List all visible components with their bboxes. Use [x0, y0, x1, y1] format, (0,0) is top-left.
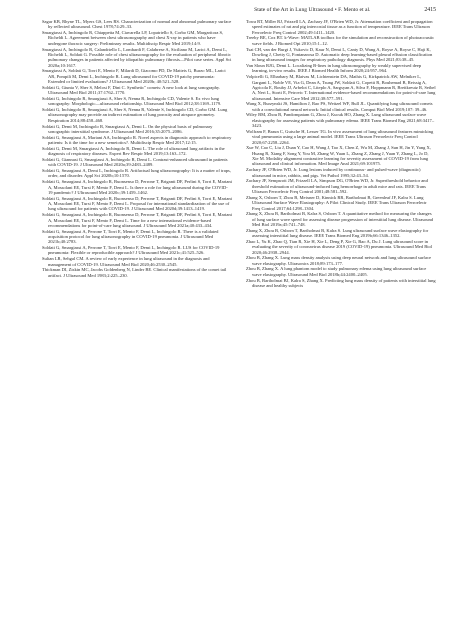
reference-columns [42, 19, 436, 289]
running-header [42, 6, 436, 17]
reference-entry: Wiley BM, Zhou B, Pandompatam G, Zhou J, Kucuk HO, Zhang X. Lung ultrasound surface wave elastography for assessing patients with pulmonary edema. IEEE Trans Biomed Eng 2021;68:3417–3423. [246, 112, 435, 129]
reference-entry: Smargiassi A, Inchingolo R, Chiappetta M, Ciavarella LP, Lopatriello S, Corbo GM, Margaritora S, Richeldi L. Agreement between chest ultrasonography and chest X-ray in patients who have undergone thoracic surgery: Preliminary results. Multidiscip Respir Med 2019;14:9. [42, 30, 224, 46]
reference-entry: Soldati G, Inchingolo R, Smargiassi A, Sher S, Nenna R, Valente S, Inchingolo CD, Corbo GM. Lung ultrasonography may provide an indirect estimation of lung porosity and airspace geometry. Respiration 2014;88:458–468. [42, 107, 228, 123]
reference-entry: Volpicelli G, Elbarbary M, Blaivas M, Lichtenstein DA, Mathis G, Kirkpatrick AW, Melniker L, Gargani L, Noble VE, Via G, Dean A, Tsung JW, Soldati G, Copetti R, Bouhemad B, Reissig A, Agricola E, Rouby JJ, Arbelot C, Liteplo A, Sargsyan A, Silva F, Hoppmann R, Breitkreutz R, Seibel A, Neri L, Storti E, Petrovic T. International evidence-based recommendations for point-of-care lung ultrasound. Intensive Care Med 2012;38:577–591. [246, 74, 436, 101]
reference-entry: Soldati G, Smargiassi A, Perrone T, Torri E, Mento F, Demi L, Inchingolo R. There is a validated acquisition protocol for lung ultrasonography in COVID-19 pneumonia. J Ultrasound Med 2021b;40:2783. [42, 228, 219, 245]
reference-entry: Xue W, Cao C, Liu J, Duan Y, Cao H, Wang J, Tao X, Chen Z, Wu M, Zhang J, Sun H, Jin Y, Yang X, Huang R, Xiang F, Song Y, You M, Zhang W, Yuan L, Zhang Z, Zhang J, Yuan Y, Zhang L, Jo D, Xie M. Modality alignment contrastive learning for severity assessment of COVID-19 from lung ultrasound and clinical information. Med Image Anal 2021;69:101975. [246, 145, 431, 167]
reference-entry: Soldati G, Smargiassi A, Inchingolo R, Buonsenso D, Perrone T, Briganti DF, Perlini S, Torri E, Mariani A, Mossolani EE, Tursi F, Mento F, Demi L. Proposal for international standardization of the use of lung ultrasound for patients with COVID-19. J Ultrasound Med 2020d;39:1413–1419. [42, 195, 232, 212]
reference-entry: Wang X, Burzynski JS, Hamilton J, Rao PS, Weitzel WF, Bull JL. Quantifying lung ultrasound comets with a convolutional neural network: Initial clinical results. Comput Biol Med 2019;107: 39–46. [246, 101, 433, 112]
reference-entry: Soldati G, Smargiassi A, Perrone T, Torri E, Mento F, Demi L, Inchingolo R. LUS for COVID-19 pneumonia: Flexible or reproducible approach? J Ultrasound Med 2021c;41:525–526. [42, 245, 220, 256]
reference-entry: Smargiassi A, Soldati G, Torri E, Mento F, Milardi D, Giacomo PD, De Matteis G, Burzo ML, Larici AR, Pompili M, Demi L, Inchingolo R. Lung ultrasound for COVID-19 patchy pneumonia: Extended or limited evaluations? J Ultrasound Med 2020b; 40:521–528. [42, 68, 226, 85]
reference-entry: Soldati G, Giannasi G, Smargiassi A, Inchingolo R, Demi L. Contrast-enhanced ultrasound in patients with COVID-19. J Ultrasound Med 2020a;39:2483–2489. [42, 156, 228, 168]
reference-entry: Soldati G, Smargiassi A, Mariani AA, Inchingolo R. Novel aspects in diagnostic approach to respiratory patients: Is it the time for a new semeiotics?. Multidiscip Respir Med 2017;12:15. [42, 134, 232, 146]
reference-entry: Soldati G, Inchingolo R, Smargiassi A, Sher S, Nenna R, Inchingolo CD, Valente S. Ex vivo lung sonography: Morphologic—ultrasound relationship. Ultrasound Med Biol 2012;38:1169–1179. [42, 96, 222, 107]
reference-entry: Tsai CH, van der Burgt J, Vukovic D, Kaur N, Demi L, Canty D, Wang A, Royse A, Royse C, Haji K, Dowling J, Chetty G, Fontanarosa D. Automatic deep learning-based pleural effusion classification in lung ultrasound images for respiratory pathology diagnosis. Phys Med 2021;83:38–45. [246, 46, 433, 63]
reference-entry: Wolfram F, Braun C, Gutsche H, Lesser TG. In vivo assessment of lung ultrasound features mimicking viral pneumonia using a large animal model. IEEE Trans Ultrason Ferroelectr Freq Control 2020;67:2258–2264. [246, 128, 434, 145]
reference-entry: Sagar KB, Rhyne TL, Myers GS, Lees RS. Characterization of normal and abnormal pulmonary surface by reflected ultrasound. Chest 1978;74:29–33. [42, 19, 232, 30]
reference-column-left [42, 19, 232, 289]
reference-entry: Zhou B, Zhang X. Lung mass density analysis using deep neural network and lung ultrasound surface wave elastography. Ultrasonics 2018;89:173–177. [246, 255, 431, 266]
reference-entry: Soldati G, Smargiassi A, Inchingolo R, Buonsenso D, Perrone T, Briganti DF, Perlini S, Torri E, Mariani A, Mossolani EE, Tursi F, Mento F, Demi L. Is there a role for lung ultrasound during the COVID-19 pandemic? J Ultrasound Med 2020c;39:1459–1462. [42, 179, 232, 195]
reference-entry: Treeby BE, Cox BT. k-Wave: MATLAB toolbox for the simulation and reconstruction of photoacoustic wave fields. J Biomed Opt 2010;15:1–12. [246, 35, 435, 46]
reference-entry: Soldati G, Demi M, Inchingolo R, Smargiassi A, Demi L. On the physical basis of pulmonary sonographic interstitial syndrome. J Ultrasound Med 2016;35:2075–2086. [42, 123, 213, 134]
reference-entry: Zhang X, Zhou B, Osborn T, Bartholmai B, Kalra S. Lung ultrasound surface wave elastography for assessing interstitial lung disease. IEEE Trans Biomed Eng 2019b;66:1346–1352. [246, 227, 429, 239]
reference-entry: Sultan LR, Sehgal CM. A review of early experience in lung ultrasound in the diagnosis and management of COVID-19. Ultrasound Med Biol 2020;46:2530–2545. [42, 256, 210, 267]
reference-entry: Zhang X, Osborn T, Zhou B, Meixner D, Kinnick RR, Bartholmai B, Greenleaf JF, Kalra S. Lung Ultrasound Surface Wave Elastography: A Pilot Clinical Study. IEEE Trans Ultrason Ferroelectr Freq Control 2017;64:1298–1304. [246, 194, 427, 211]
reference-entry: Smargiassi A, Inchingolo R, Calandriello L, Lombardi F, Calabrese A, Siciliano M, Larici A, Demi L, Richeldi L, Soldati G. Possible role of chest ultrasonography for the evaluation of peripheral fibrotic pulmonary changes in patients affected by idiopathic pulmonary fibrosis—Pilot case series. Appl Sci 2020a;10:1617. [42, 46, 232, 68]
reference-entry: Soldati G, Smargiassi A, Demi L, Inchingolo R. Artifactual lung ultrasonography: It is a matter of traps, order, and disorder. Appl Sci 2020b;10:1570. [42, 168, 231, 179]
reference-entry: Soldati G, Demi M, Smargiassi A, Inchingolo R, Demi L. The role of ultrasound lung artifacts in the diagnosis of respiratory diseases. Expert Rev Respir Med 2019;13:163–172. [42, 145, 225, 157]
reference-entry: Van Sloun RJG, Demi L. Localizing B-lines in lung ultrasonography by weakly supervised deep learning, in-vivo results. IEEE J Biomed Health Inform 2020;24:957–964. [246, 63, 422, 74]
reference-entry: Zhou B, Zhang X. A lung phantom model to study pulmonary edema using lung ultrasound surface wave elastography. Ultrasound Med Biol 2018b;44:2400–2405. [246, 266, 427, 277]
reference-entry: Thickman DI, Ziskin MC, Jacobs Goldenberg N, Linder BE. Clinical manifestations of the comet tail artifact. J Ultrasound Med 1983;2:225–230. [42, 267, 227, 278]
reference-entry: Towa RT, Miller RJ, Frizzell LA, Zachary JF, O'Brien WD, Jr. Attenuation coefficient and propagation speed estimates of rat and pig intercostal tissue as a function of temperature. IEEE Trans Ultrason Ferroelectr Freq Control 2002;49:1411–1420. [246, 19, 433, 35]
reference-entry: Zhao L, Yu K, Zhao Q, Tian R, Xie H, Xie L, Deng P, Xie G, Bao A, Du J. Lung ultrasound score in evaluating the severity of coronavirus disease 2019 (COVID-19) pneumonia. Ultrasound Med Biol 2020;46:2938–2944. [246, 238, 433, 255]
page-number: 2415 [424, 7, 436, 13]
reference-entry: Soldati G, Smargiassi A, Inchingolo R, Buonsenso D, Perrone T, Briganti DF, Perlini S, Torri E, Mariani A, Mossolani EE, Tursi F, Mento F, Demi L. Time for a new international evidence-based recommendations for point-of-care lung ultrasound. J Ultrasound Med 2021a;40:433–434. [42, 212, 232, 228]
reference-entry: Zachary JF, O'Brien WD, Jr. Lung lesions induced by continuous- and pulsed-wave (diagnostic) ultrasound in mice, rabbits, and pigs. Vet Pathol 1995;32:43–54. [246, 167, 421, 178]
reference-entry: Soldati G, Giunta V, Sher S, Melosi F, Dini C. Synthetic" comets: A new look at lung sonography. Ultrasound Med Biol 2011;37:1762–1770. [42, 84, 220, 96]
reference-entry: Zhang X, Zhou B, Bartholmai B, Kalra S, Osborn T. A quantitative method for measuring the changes of lung surface wave speed for assessing disease progression of interstitial lung disease. Ultrasound Med Biol 2019a;45:741–748. [246, 211, 434, 227]
running-title: State of the Art in Lung Ultrasound • F. Mento et al. [254, 7, 371, 13]
reference-entry: Zhou B, Bartholmai BJ, Kalra S, Zhang X. Predicting lung mass density of patients with interstitial lung disease and healthy subjects [246, 277, 436, 288]
reference-column-right [246, 19, 436, 289]
reference-entry: Zachary JF, Sempsrott JM, Frizzell LA, Simpson DG, O'Brien WD, Jr. Superthreshold behavior and threshold estimation of ultrasound-induced lung hemorrhage in adult mice and rats. IEEE Trans Ultrason Ferroelectr Freq Control 2001;48:581–592. [246, 178, 428, 195]
